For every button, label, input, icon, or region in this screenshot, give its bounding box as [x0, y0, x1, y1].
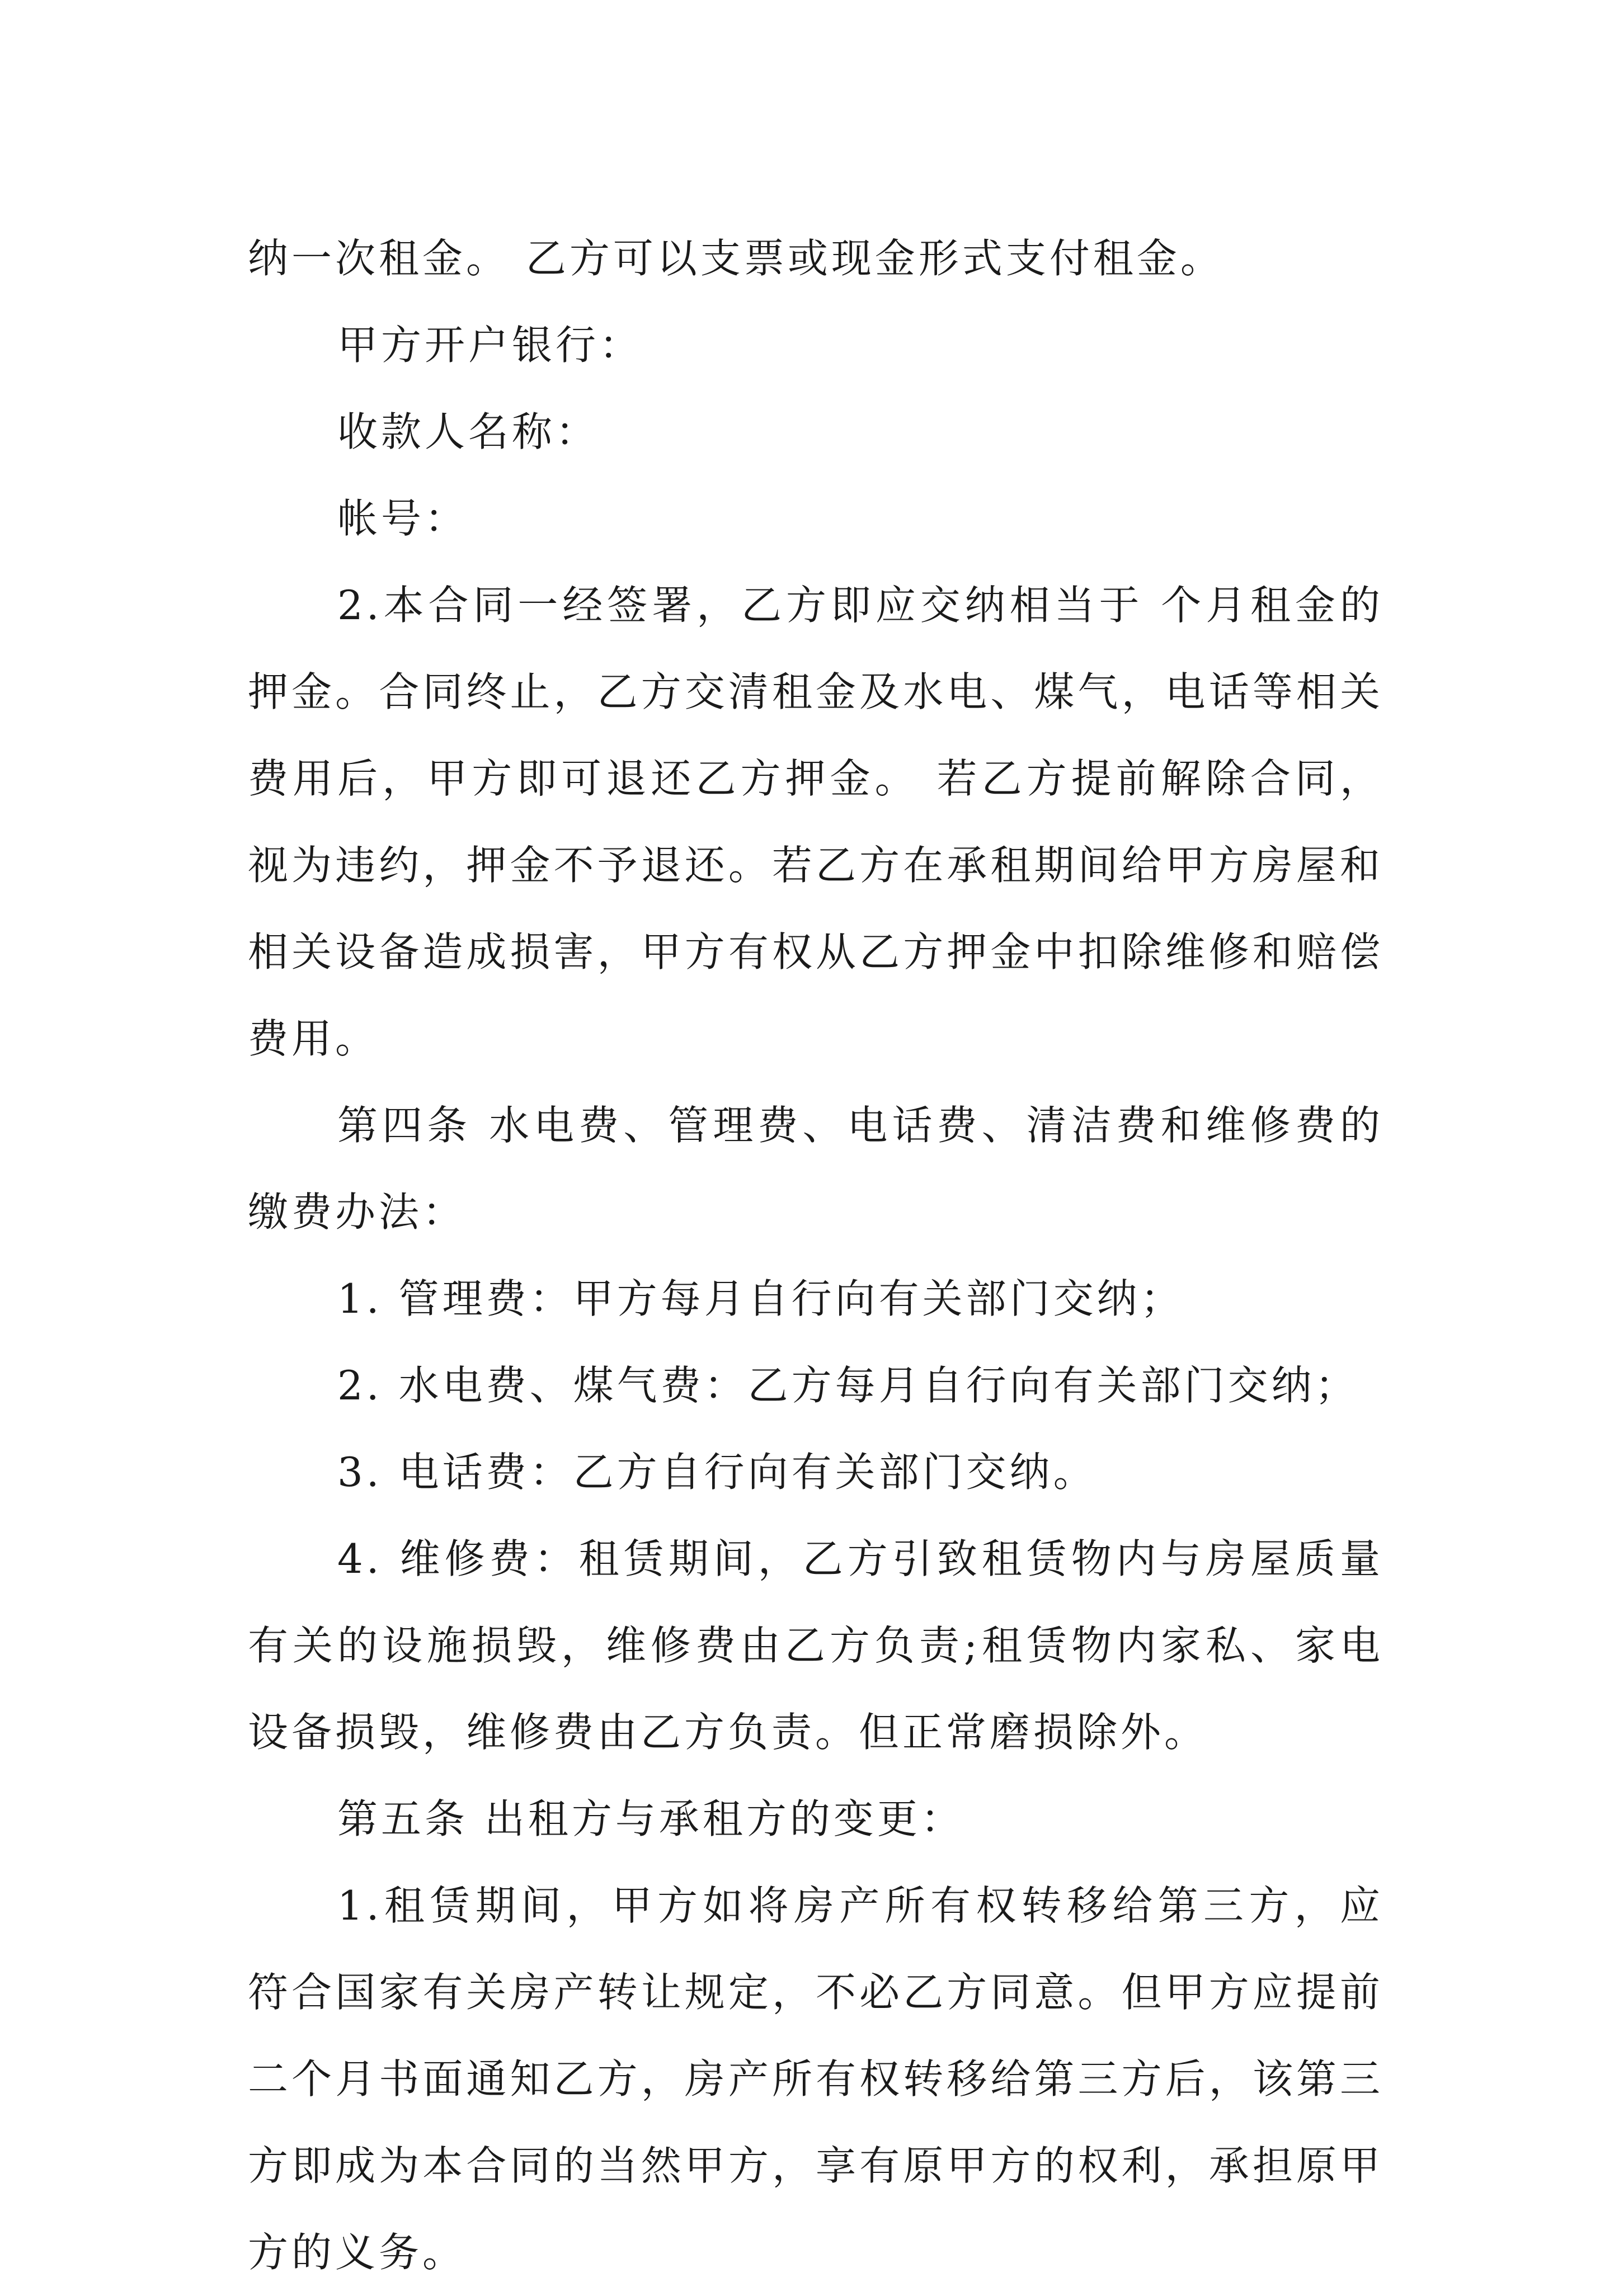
paragraph-ownership-transfer: 1.租赁期间，甲方如将房产所有权转移给第三方，应符合国家有关房产转让规定，不必乙方同意。但甲方应提前二个月书面通知乙方，房产所有权转移给第三方后，该第三方即成为本合同的当然甲方，享有原甲方的权利，承担原甲方的义务。 [248, 1882, 1383, 2276]
paragraph-payee-name: 收款人名称： [337, 408, 600, 455]
paragraph-maintenance-fee: 4. 维修费：租赁期间，乙方引致租赁物内与房屋质量有关的设施损毁，维修费由乙方负责;租赁物内家私、家电设备损毁，维修费由乙方负责。但正常磨损除外。 [248, 1535, 1383, 1756]
paragraph-article-5-heading: 第五条 出租方与承租方的变更： [337, 1795, 964, 1842]
paragraph-phone-fee: 3. 电话费：乙方自行向有关部门交纳。 [337, 1449, 1097, 1496]
paragraph-bank: 甲方开户银行： [337, 322, 643, 369]
paragraph-rent-payment: 纳一次租金。 乙方可以支票或现金形式支付租金。 [248, 235, 1224, 282]
paragraph-utility-fee: 2. 水电费、煤气费：乙方每月自行向有关部门交纳； [337, 1362, 1359, 1409]
paragraph-management-fee: 1. 管理费：甲方每月自行向有关部门交纳； [337, 1275, 1184, 1322]
paragraph-article-4-heading: 第四条 水电费、管理费、电话费、清洁费和维修费的缴费办法： [248, 1102, 1383, 1236]
paragraph-deposit: 2.本合同一经签署，乙方即应交纳相当于 个月租金的押金。合同终止，乙方交清租金及水电、煤气，电话等相关费用后，甲方即可退还乙方押金。 若乙方提前解除合同，视为违约，押金不予退还。若乙方在承租期间给甲方房屋和相关设备造成损害，甲方有权从乙方押金中扣除维修和赔偿费用。 [248, 582, 1383, 1062]
document-body [248, 215, 1383, 2296]
paragraph-account: 帐号： [337, 495, 469, 542]
